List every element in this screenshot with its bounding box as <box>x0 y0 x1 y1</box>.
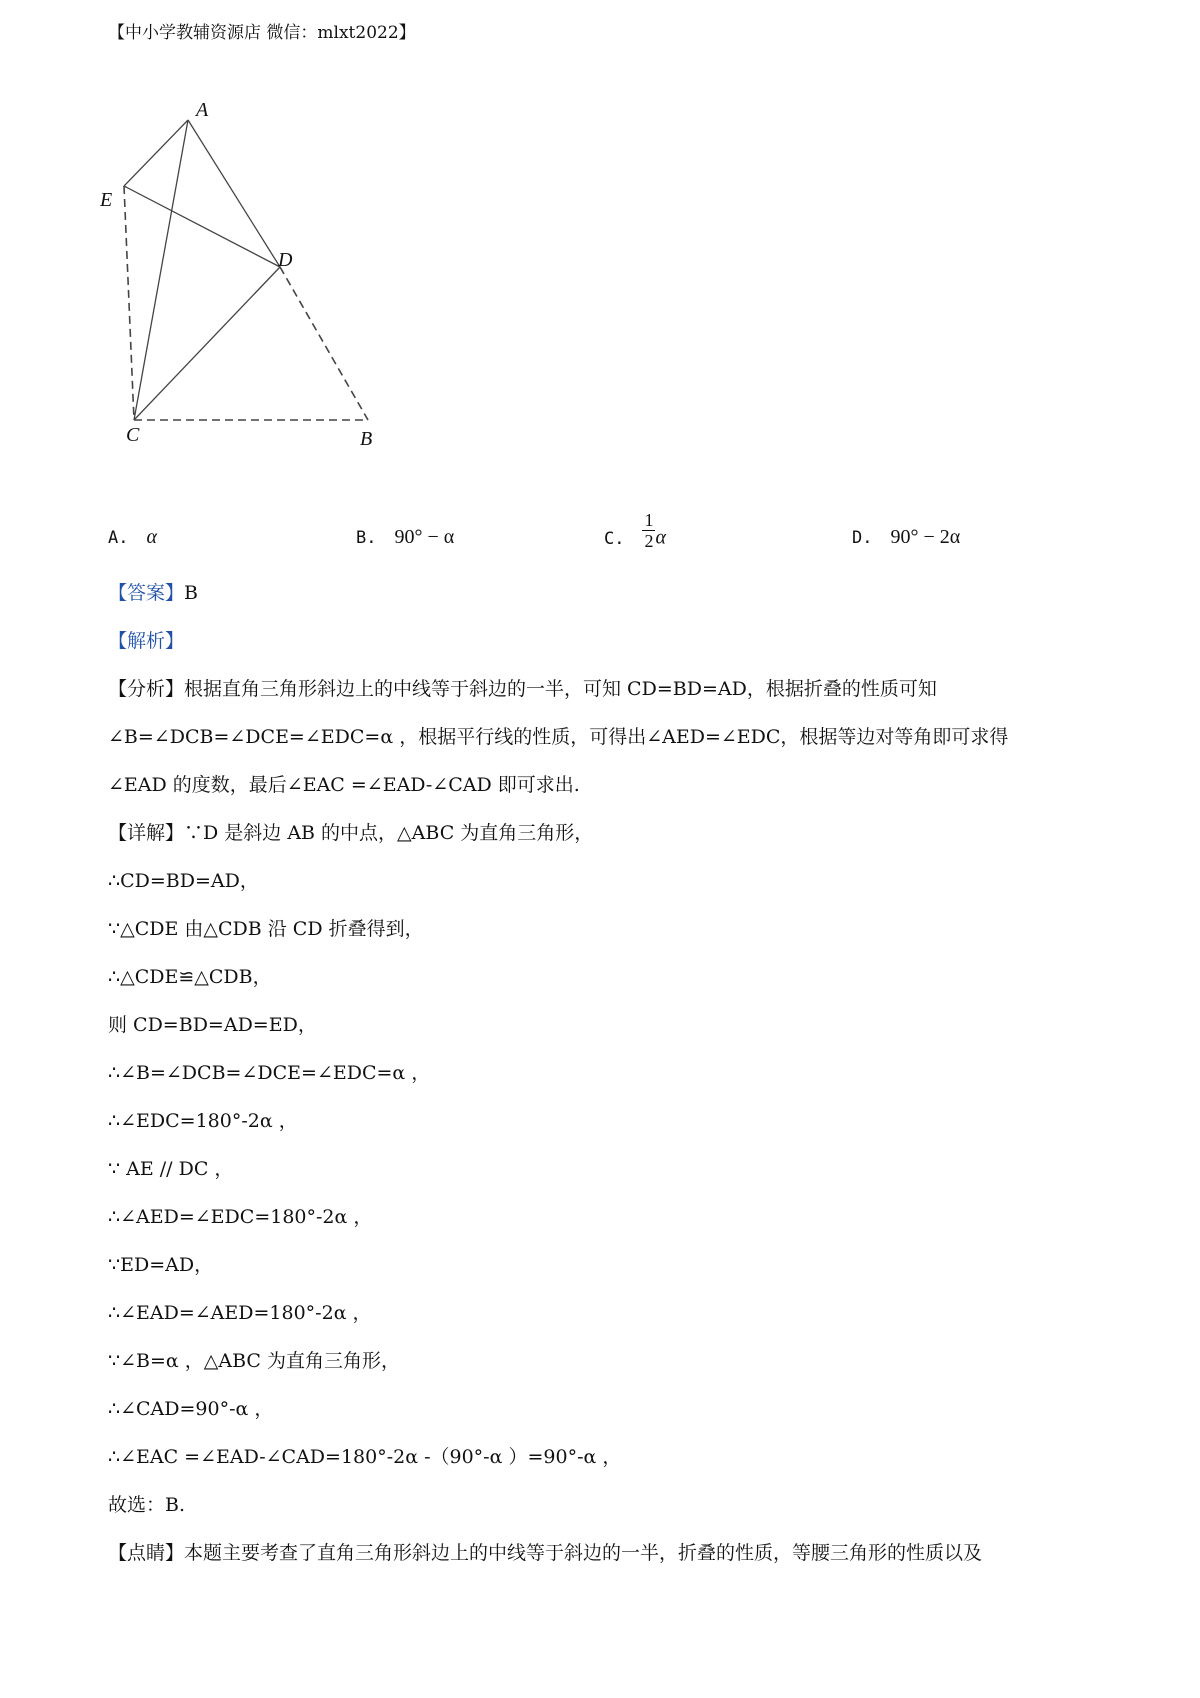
line-text: 本题主要考查了直角三角形斜边上的中线等于斜边的一半，折叠的性质，等腰三角形的性质以及 <box>184 1542 983 1564</box>
segment-EC-dashed <box>124 186 134 420</box>
option-d-value: 90° − 2α <box>890 526 961 548</box>
solution-line <box>108 1058 430 1085</box>
option-a-value: α <box>146 526 157 548</box>
line-text: ∴△CDE≌△CDB， <box>108 966 272 988</box>
line-text: ∴∠AED=∠EDC=180°-2α ， <box>108 1206 373 1228</box>
line-text: ∵D 是斜边 AB 的中点，△ABC 为直角三角形， <box>184 822 594 844</box>
solution-line <box>108 722 1008 749</box>
option-b-letter: B. <box>356 528 377 548</box>
solution-line <box>108 866 259 893</box>
analysis-heading <box>108 626 184 653</box>
line-text: ∠EAD 的度数，最后∠EAC =∠EAD-∠CAD 即可求出. <box>108 774 580 796</box>
fraction-denominator: 2 <box>644 531 654 551</box>
line-text: ∴∠EAD=∠AED=180°-2α ， <box>108 1302 372 1324</box>
answer-text: B <box>184 582 198 604</box>
label-E: E <box>100 189 113 211</box>
segment-ED <box>124 186 280 267</box>
solution-line <box>108 1010 317 1037</box>
line-text: ∴∠EAC =∠EAD-∠CAD=180°-2α -（90°-α ）=90°-α ， <box>108 1446 622 1468</box>
option-c <box>604 510 666 551</box>
line-text: ∠B=∠DCB=∠DCE=∠EDC=α ，根据平行线的性质，可得出∠AED=∠EDC，根据等边对等角即可求得 <box>108 726 1009 748</box>
option-b <box>356 526 454 549</box>
solution-line <box>108 818 593 845</box>
solution-line <box>108 770 580 797</box>
line-text: ∵ED=AD， <box>108 1254 214 1276</box>
solution-line <box>108 1394 273 1421</box>
solution-line <box>108 1346 400 1373</box>
fraction-numerator: 1 <box>644 510 654 530</box>
label-C: C <box>126 424 140 446</box>
answer-line <box>108 578 198 605</box>
line-text: ∴∠CAD=90°-α ， <box>108 1398 274 1420</box>
answer-options <box>108 510 1108 576</box>
line-text: 故选：B. <box>108 1494 186 1516</box>
line-tag: 【详解】 <box>108 822 185 844</box>
option-d <box>852 526 960 549</box>
label-A: A <box>196 100 209 121</box>
solution-line <box>108 1250 213 1277</box>
triangle-diagram <box>100 100 420 500</box>
solution-line <box>108 1202 372 1229</box>
label-B: B <box>360 428 373 450</box>
line-text: ∵∠B=α ，△ABC 为直角三角形， <box>108 1350 400 1372</box>
line-text: 根据直角三角形斜边上的中线等于斜边的一半，可知 CD=BD=AD，根据折叠的性质可知 <box>184 678 937 700</box>
solution-line <box>108 1106 298 1133</box>
solution-line <box>108 1538 982 1565</box>
geometry-figure <box>100 100 420 500</box>
answer-tag: 【答案】 <box>108 582 185 604</box>
line-tag: 【点睛】 <box>108 1542 185 1564</box>
option-d-letter: D. <box>852 528 873 548</box>
line-tag: 【分析】 <box>108 678 185 700</box>
solution-line <box>108 1490 185 1517</box>
line-text: ∵△CDE 由△CDB 沿 CD 折叠得到， <box>108 918 424 940</box>
option-a <box>108 526 157 549</box>
solution-line <box>108 962 272 989</box>
segment-DB-dashed <box>280 267 368 420</box>
fraction-one-half <box>642 510 655 551</box>
segment-AC <box>134 120 188 420</box>
line-text: ∴∠EDC=180°-2α ， <box>108 1110 298 1132</box>
option-c-value: α <box>655 526 666 549</box>
analysis-tag: 【解析】 <box>108 630 185 652</box>
segment-DC <box>134 267 280 420</box>
solution-line <box>108 1154 233 1181</box>
label-D: D <box>278 249 293 271</box>
segment-AD <box>188 120 280 267</box>
option-a-letter: A. <box>108 528 129 548</box>
line-text: 则 CD=BD=AD=ED， <box>108 1014 317 1036</box>
line-text: ∵ AE // DC ， <box>108 1158 234 1180</box>
solution-line <box>108 674 937 701</box>
page-header: 【中小学教辅资源店 微信：mlxt2022】 <box>108 23 416 43</box>
option-c-letter: C. <box>604 528 625 549</box>
line-text: ∴∠B=∠DCB=∠DCE=∠EDC=α ， <box>108 1062 431 1084</box>
solution-line <box>108 1442 621 1469</box>
solution-line <box>108 1298 372 1325</box>
option-b-value: 90° − α <box>394 526 455 548</box>
line-text: ∴CD=BD=AD， <box>108 870 259 892</box>
solution-line <box>108 914 424 941</box>
